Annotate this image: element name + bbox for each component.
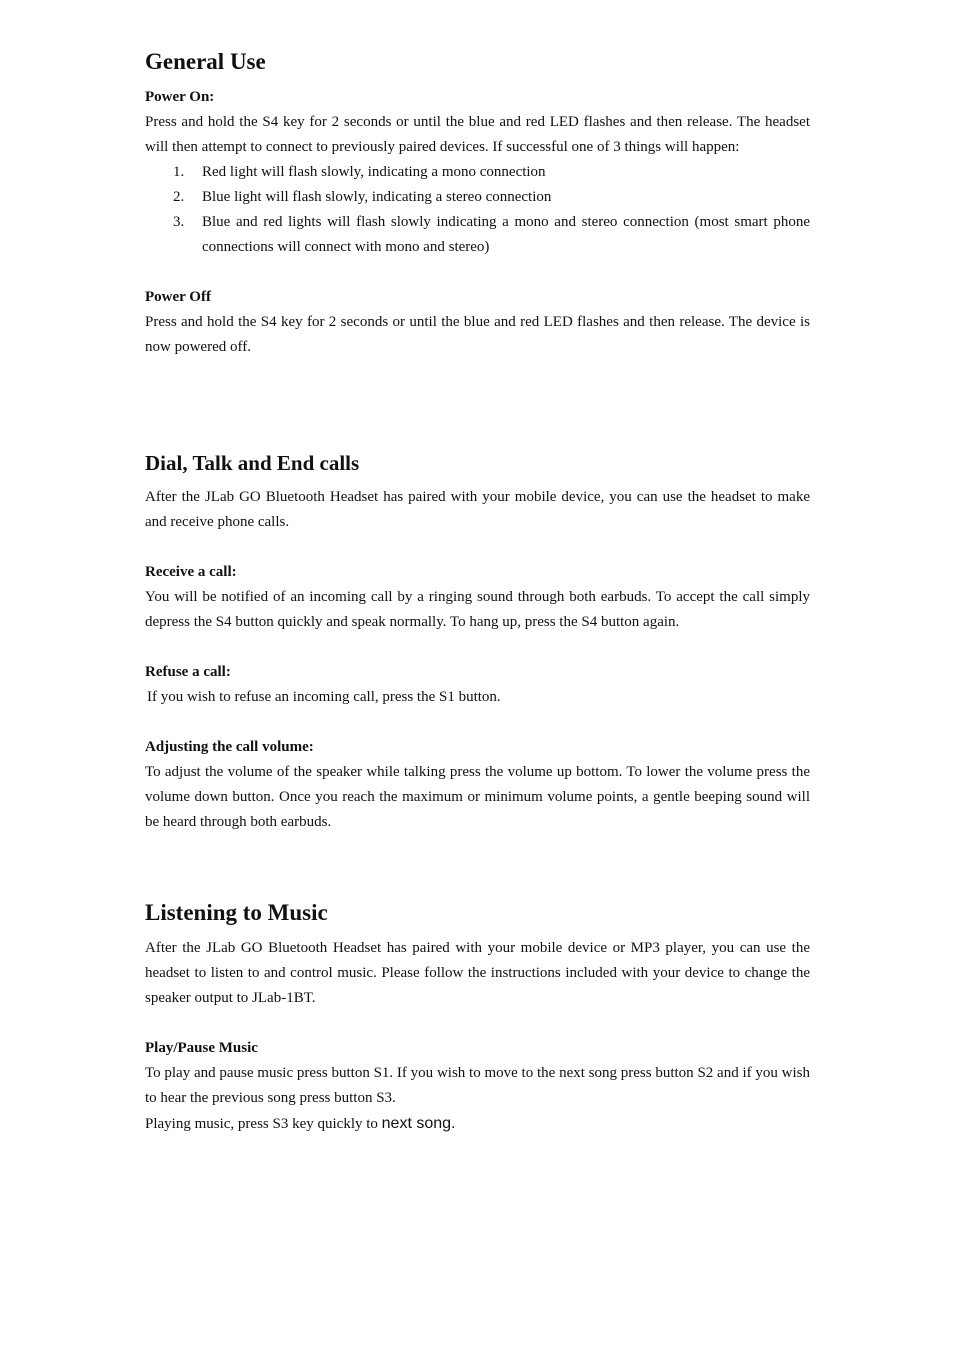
play-pause-note: [145, 1111, 810, 1137]
list-item-text: Red light will flash slowly, indicating a mono connection: [202, 164, 546, 180]
list-item-text: Blue and red lights will flash slowly indicating a mono and stereo connection (most smart phone connections will connect with mono and stereo): [202, 214, 810, 255]
list-item: [145, 185, 810, 210]
section-music: [145, 898, 810, 1137]
call-volume-text: To adjust the volume of the speaker while talking press the volume up bottom. To lower the volume press the volume down button. Once you reach the maximum or minimum volume points, a gentle beeping sound will be heard through both earbuds.: [145, 764, 810, 830]
list-item: [145, 210, 810, 260]
power-on-title: Power On:: [145, 89, 215, 105]
section-heading: Dial, Talk and End calls: [145, 451, 360, 475]
list-item-text: Blue light will flash slowly, indicating a stereo connection: [202, 189, 552, 205]
power-off-text: Press and hold the S4 key for 2 seconds or until the blue and red LED flashes and then release. The device is now powered off.: [145, 314, 810, 355]
call-volume-title: Adjusting the call volume:: [145, 739, 314, 755]
refuse-call-text: If you wish to refuse an incoming call, press the S1 button.: [147, 689, 501, 705]
play-pause-text: To play and pause music press button S1. If you wish to move to the next song press button S2 and if you wish to hear the previous song press button S3.: [145, 1065, 810, 1106]
list-number: 3.: [173, 214, 185, 230]
section-heading: General Use: [145, 49, 266, 74]
list-number: 1.: [173, 164, 185, 180]
calls-intro: After the JLab GO Bluetooth Headset has paired with your mobile device, you can use the headset to make and receive phone calls.: [145, 489, 810, 530]
section-heading: Listening to Music: [145, 900, 328, 925]
list-item: [145, 160, 810, 185]
receive-call-text: You will be notified of an incoming call by a ringing sound through both earbuds. To accept the call simply depress the S4 button quickly and speak normally. To hang up, press the S4 button again.: [145, 589, 810, 630]
play-pause-title: Play/Pause Music: [145, 1040, 258, 1056]
music-intro: After the JLab GO Bluetooth Headset has paired with your mobile device or MP3 player, you can use the headset to listen to and control music. Please follow the instructions included with your device to change the speaker output to JLab-1BT.: [145, 940, 810, 1006]
play-pause-note-prefix: Playing music, press S3 key quickly to: [145, 1116, 382, 1132]
play-pause-note-suffix: next song.: [381, 1115, 456, 1132]
list-number: 2.: [173, 189, 185, 205]
power-on-text: Press and hold the S4 key for 2 seconds or until the blue and red LED flashes and then release. The headset will then attempt to connect to previously paired devices. If successful one of 3 things will happen:: [145, 114, 810, 155]
power-on-list: [145, 160, 810, 260]
receive-call-title: Receive a call:: [145, 564, 237, 580]
power-off-title: Power Off: [145, 289, 211, 305]
refuse-call-title: Refuse a call:: [145, 664, 231, 680]
section-calls: [145, 449, 810, 835]
section-general-use: [145, 47, 810, 360]
